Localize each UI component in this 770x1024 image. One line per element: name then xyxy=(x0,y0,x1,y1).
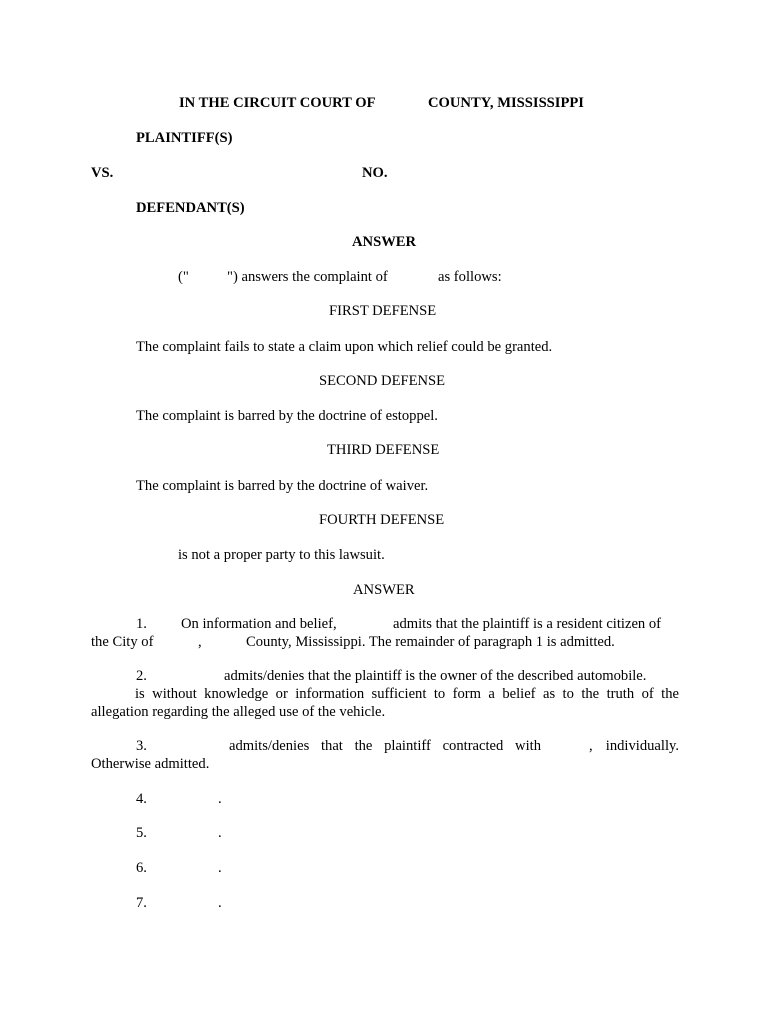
paragraph-1-line2-b: , xyxy=(198,634,202,650)
answer-heading: ANSWER xyxy=(353,582,415,598)
defense-heading-second: SECOND DEFENSE xyxy=(319,373,446,389)
paragraph-6-period: . xyxy=(218,860,222,876)
paragraph-1-line2-c: County, Mississippi. The remainder of paragraph 1 is admitted. xyxy=(246,634,615,650)
defense-heading-first: FIRST DEFENSE xyxy=(329,303,437,319)
document-title: ANSWER xyxy=(352,234,417,250)
paragraph-3-line2: Otherwise admitted. xyxy=(91,756,210,772)
paragraph-2-line1: admits/denies that the plaintiff is the owner of the described automobile. xyxy=(224,668,647,684)
defendant-label: DEFENDANT(S) xyxy=(136,200,245,216)
defense-heading-third: THIRD DEFENSE xyxy=(327,442,440,458)
paragraph-7-period: . xyxy=(218,895,222,911)
paragraph-3-line1-a: admits/denies that the plaintiff contracted with xyxy=(229,738,541,754)
intro-end: as follows: xyxy=(438,269,502,285)
paragraph-number-1: 1. xyxy=(136,616,147,632)
defense-text-first: The complaint fails to state a claim upon which relief could be granted. xyxy=(136,339,553,355)
intro-middle: ") answers the complaint of xyxy=(227,269,388,285)
paragraph-1-part-b: admits that the plaintiff is a resident citizen of xyxy=(393,616,662,632)
case-number-label: NO. xyxy=(362,165,388,181)
defense-heading-fourth: FOURTH DEFENSE xyxy=(319,512,445,528)
versus-label: VS. xyxy=(91,165,114,181)
paragraph-number-5: 5. xyxy=(136,825,147,841)
paragraph-number-2: 2. xyxy=(136,668,147,684)
defense-text-second: The complaint is barred by the doctrine of estoppel. xyxy=(136,408,438,424)
paragraph-1-part-a: On information and belief, xyxy=(181,616,337,632)
defense-text-fourth: is not a proper party to this lawsuit. xyxy=(178,547,385,563)
paragraph-number-6: 6. xyxy=(136,860,147,876)
court-name-left: IN THE CIRCUIT COURT OF xyxy=(179,95,376,111)
paragraph-2-line2: is without knowledge or information sufficient to form a belief as to the truth of the xyxy=(135,686,679,702)
paragraph-5-period: . xyxy=(218,825,222,841)
paragraph-number-7: 7. xyxy=(136,895,147,911)
paragraph-1-line2-a: the City of xyxy=(91,634,154,650)
paragraph-4-period: . xyxy=(218,791,222,807)
plaintiff-label: PLAINTIFF(S) xyxy=(136,130,233,146)
paragraph-2-line3: allegation regarding the alleged use of the vehicle. xyxy=(91,704,386,720)
defense-text-third: The complaint is barred by the doctrine of waiver. xyxy=(136,478,429,494)
paragraph-3-line1-b: , individually. xyxy=(589,738,679,754)
court-name-right: COUNTY, MISSISSIPPI xyxy=(428,95,584,111)
intro-open-quote: (" xyxy=(178,269,189,285)
paragraph-number-3: 3. xyxy=(136,738,147,754)
paragraph-number-4: 4. xyxy=(136,791,147,807)
